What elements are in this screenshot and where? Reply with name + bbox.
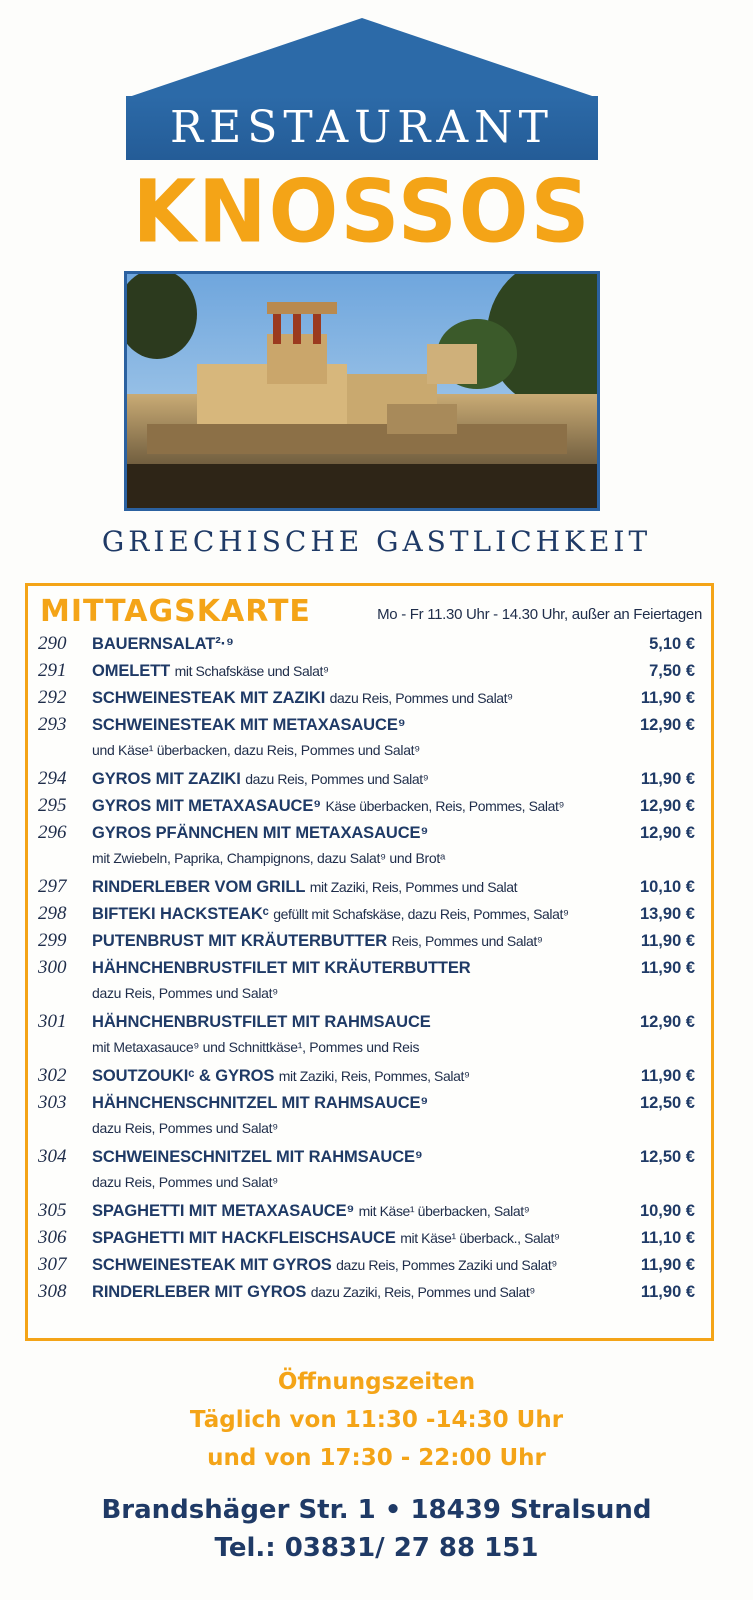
- item-line: [92, 793, 622, 819]
- item-name: SCHWEINESCHNITZEL MIT RAHMSAUCE⁹: [92, 1148, 423, 1166]
- item-line: [92, 901, 622, 927]
- item-price: 11,90 €: [640, 1283, 695, 1301]
- item-number: 296: [38, 822, 67, 843]
- item-line: [92, 766, 622, 792]
- item-name: OMELETT: [92, 662, 171, 680]
- item-price: 11,90 €: [640, 770, 695, 788]
- item-number: 306: [38, 1227, 67, 1248]
- item-number: 305: [38, 1200, 67, 1221]
- menu-item-305: [28, 1198, 711, 1224]
- item-description: mit Zaziki, Reis, Pommes und Salat: [309, 879, 518, 895]
- item-name: SCHWEINESTEAK MIT METAXASAUCE⁹: [92, 716, 406, 734]
- item-price: 10,10 €: [639, 878, 695, 896]
- item-name: SOUTZOUKIᶜ & GYROS: [92, 1067, 275, 1085]
- item-price: 11,90 €: [640, 1256, 695, 1274]
- item-number: 307: [38, 1254, 67, 1275]
- item-number: 295: [38, 795, 67, 816]
- item-line: [92, 1198, 622, 1224]
- item-name: HÄHNCHENSCHNITZEL MIT RAHMSAUCE⁹: [92, 1094, 429, 1112]
- item-name: SCHWEINESTEAK MIT ZAZIKI: [92, 689, 326, 707]
- item-description-line2: mit Zwiebeln, Paprika, Champignons, dazu Salat⁹ und Brotᵃ: [92, 850, 445, 866]
- item-price: 11,90 €: [640, 932, 695, 950]
- item-name: BIFTEKI HACKSTEAKᶜ: [92, 905, 269, 923]
- item-price: 11,90 €: [640, 959, 695, 977]
- address: Brandshäger Str. 1 • 18439 Stralsund: [101, 1495, 652, 1525]
- item-name: BAUERNSALAT²·⁹: [92, 635, 234, 653]
- item-description: gefüllt mit Schafskäse, dazu Reis, Pommes, Salat⁹: [273, 906, 569, 922]
- menu-item-294: [28, 766, 711, 792]
- item-description: dazu Reis, Pommes und Salat⁹: [329, 690, 513, 706]
- restaurant-banner: RESTAURANT: [126, 96, 598, 160]
- item-name: SPAGHETTI MIT HACKFLEISCHSAUCE: [92, 1229, 396, 1247]
- temple-pediment: [126, 18, 598, 98]
- item-price: 12,90 €: [639, 1013, 695, 1031]
- menu-item-304: [28, 1144, 711, 1194]
- menu-item-293: [28, 712, 711, 762]
- item-description-line2: dazu Reis, Pommes und Salat⁹: [92, 985, 278, 1001]
- item-name: SPAGHETTI MIT METAXASAUCE⁹: [92, 1202, 355, 1220]
- item-name: RINDERLEBER MIT GYROS: [92, 1283, 307, 1301]
- menu-item-291: [28, 658, 711, 684]
- item-line: [92, 1090, 622, 1116]
- item-description-line2: dazu Reis, Pommes und Salat⁹: [92, 1120, 278, 1136]
- item-line: [92, 1009, 622, 1035]
- item-description: mit Zaziki, Reis, Pommes, Salat⁹: [278, 1068, 470, 1084]
- item-description: mit Schafskäse und Salat⁹: [174, 663, 329, 679]
- menu-item-301: [28, 1009, 711, 1059]
- item-line: [92, 955, 622, 981]
- item-name: HÄHNCHENBRUSTFILET MIT KRÄUTERBUTTER: [92, 959, 471, 977]
- item-number: 304: [38, 1146, 67, 1167]
- menu-item-302: [28, 1063, 711, 1089]
- item-description-line2: mit Metaxasauce⁹ und Schnittkäse¹, Pommes und Reis: [92, 1039, 420, 1055]
- item-price: 12,90 €: [639, 824, 695, 842]
- item-name: SCHWEINESTEAK MIT GYROS: [92, 1256, 332, 1274]
- knossos-palace-photo: [124, 271, 600, 511]
- item-number: 291: [38, 660, 67, 681]
- item-number: 297: [38, 876, 67, 897]
- item-line: [92, 685, 622, 711]
- item-description: dazu Reis, Pommes und Salat⁹: [245, 771, 429, 787]
- menu-hours: Mo - Fr 11.30 Uhr - 14.30 Uhr, außer an Feiertagen: [377, 606, 702, 623]
- item-price: 13,90 €: [639, 905, 695, 923]
- item-line: [92, 1225, 622, 1251]
- item-number: 293: [38, 714, 67, 735]
- item-line: [92, 874, 622, 900]
- phone-number: Tel.: 03831/ 27 88 151: [214, 1533, 539, 1563]
- item-number: 308: [38, 1281, 67, 1302]
- menu-item-295: [28, 793, 711, 819]
- item-price: 12,90 €: [639, 797, 695, 815]
- menu-item-306: [28, 1225, 711, 1251]
- menu-item-298: [28, 901, 711, 927]
- item-number: 301: [38, 1011, 67, 1032]
- item-price: 10,90 €: [639, 1202, 695, 1220]
- item-name: GYROS MIT ZAZIKI: [92, 770, 241, 788]
- item-name: PUTENBRUST MIT KRÄUTERBUTTER: [92, 932, 388, 950]
- tagline: GRIECHISCHE GASTLICHKEIT: [101, 525, 652, 558]
- ruins-illustration: [127, 274, 597, 508]
- menu-item-307: [28, 1252, 711, 1278]
- item-price: 7,50 €: [649, 662, 695, 680]
- brand-name: KNOSSOS: [132, 162, 592, 263]
- menu-item-292: [28, 685, 711, 711]
- item-line: [92, 1144, 622, 1170]
- item-price: 12,90 €: [639, 716, 695, 734]
- lunch-menu: [25, 583, 714, 1341]
- item-line: [92, 1063, 622, 1089]
- menu-header: [40, 592, 702, 632]
- item-price: 5,10 €: [649, 635, 695, 653]
- item-number: 294: [38, 768, 67, 789]
- item-description: Käse überbacken, Reis, Pommes, Salat⁹: [325, 798, 565, 814]
- item-name: RINDERLEBER VOM GRILL: [92, 878, 306, 896]
- menu-item-300: [28, 955, 711, 1005]
- item-description: dazu Zaziki, Reis, Pommes und Salat⁹: [310, 1284, 535, 1300]
- menu-item-296: [28, 820, 711, 870]
- opening-hours-title: Öffnungszeiten: [277, 1369, 476, 1395]
- item-price: 11,10 €: [640, 1229, 695, 1247]
- item-line: [92, 631, 622, 657]
- item-price: 12,50 €: [639, 1148, 695, 1166]
- menu-item-308: [28, 1279, 711, 1305]
- item-price: 11,90 €: [640, 1067, 695, 1085]
- item-line: [92, 1252, 622, 1278]
- item-number: 298: [38, 903, 67, 924]
- item-line: [92, 820, 622, 846]
- item-line: [92, 928, 622, 954]
- item-number: 300: [38, 957, 67, 978]
- item-price: 12,50 €: [639, 1094, 695, 1112]
- item-description: mit Käse¹ überbacken, Salat⁹: [358, 1203, 530, 1219]
- opening-hours-lunch: Täglich von 11:30 -14:30 Uhr: [189, 1407, 564, 1433]
- item-number: 292: [38, 687, 67, 708]
- item-description-line2: und Käse¹ überbacken, dazu Reis, Pommes und Salat⁹: [92, 742, 420, 758]
- item-number: 290: [38, 633, 67, 654]
- item-name: GYROS PFÄNNCHEN MIT METAXASAUCE⁹: [92, 824, 429, 842]
- item-description: dazu Reis, Pommes Zaziki und Salat⁹: [336, 1257, 557, 1273]
- item-name: GYROS MIT METAXASAUCE⁹: [92, 797, 322, 815]
- item-number: 299: [38, 930, 67, 951]
- item-line: [92, 658, 622, 684]
- item-line: [92, 1279, 622, 1305]
- item-description: mit Käse¹ überback., Salat⁹: [400, 1230, 560, 1246]
- menu-item-290: [28, 631, 711, 657]
- item-description-line2: dazu Reis, Pommes und Salat⁹: [92, 1174, 278, 1190]
- item-price: 11,90 €: [640, 689, 695, 707]
- item-number: 302: [38, 1065, 67, 1086]
- menu-title: MITTAGSKARTE: [40, 594, 311, 629]
- item-number: 303: [38, 1092, 67, 1113]
- menu-item-297: [28, 874, 711, 900]
- item-line: [92, 712, 622, 738]
- opening-hours-dinner: und von 17:30 - 22:00 Uhr: [207, 1445, 546, 1471]
- item-description: Reis, Pommes und Salat⁹: [391, 933, 543, 949]
- item-name: HÄHNCHENBRUSTFILET MIT RAHMSAUCE: [92, 1013, 431, 1031]
- menu-item-303: [28, 1090, 711, 1140]
- menu-item-299: [28, 928, 711, 954]
